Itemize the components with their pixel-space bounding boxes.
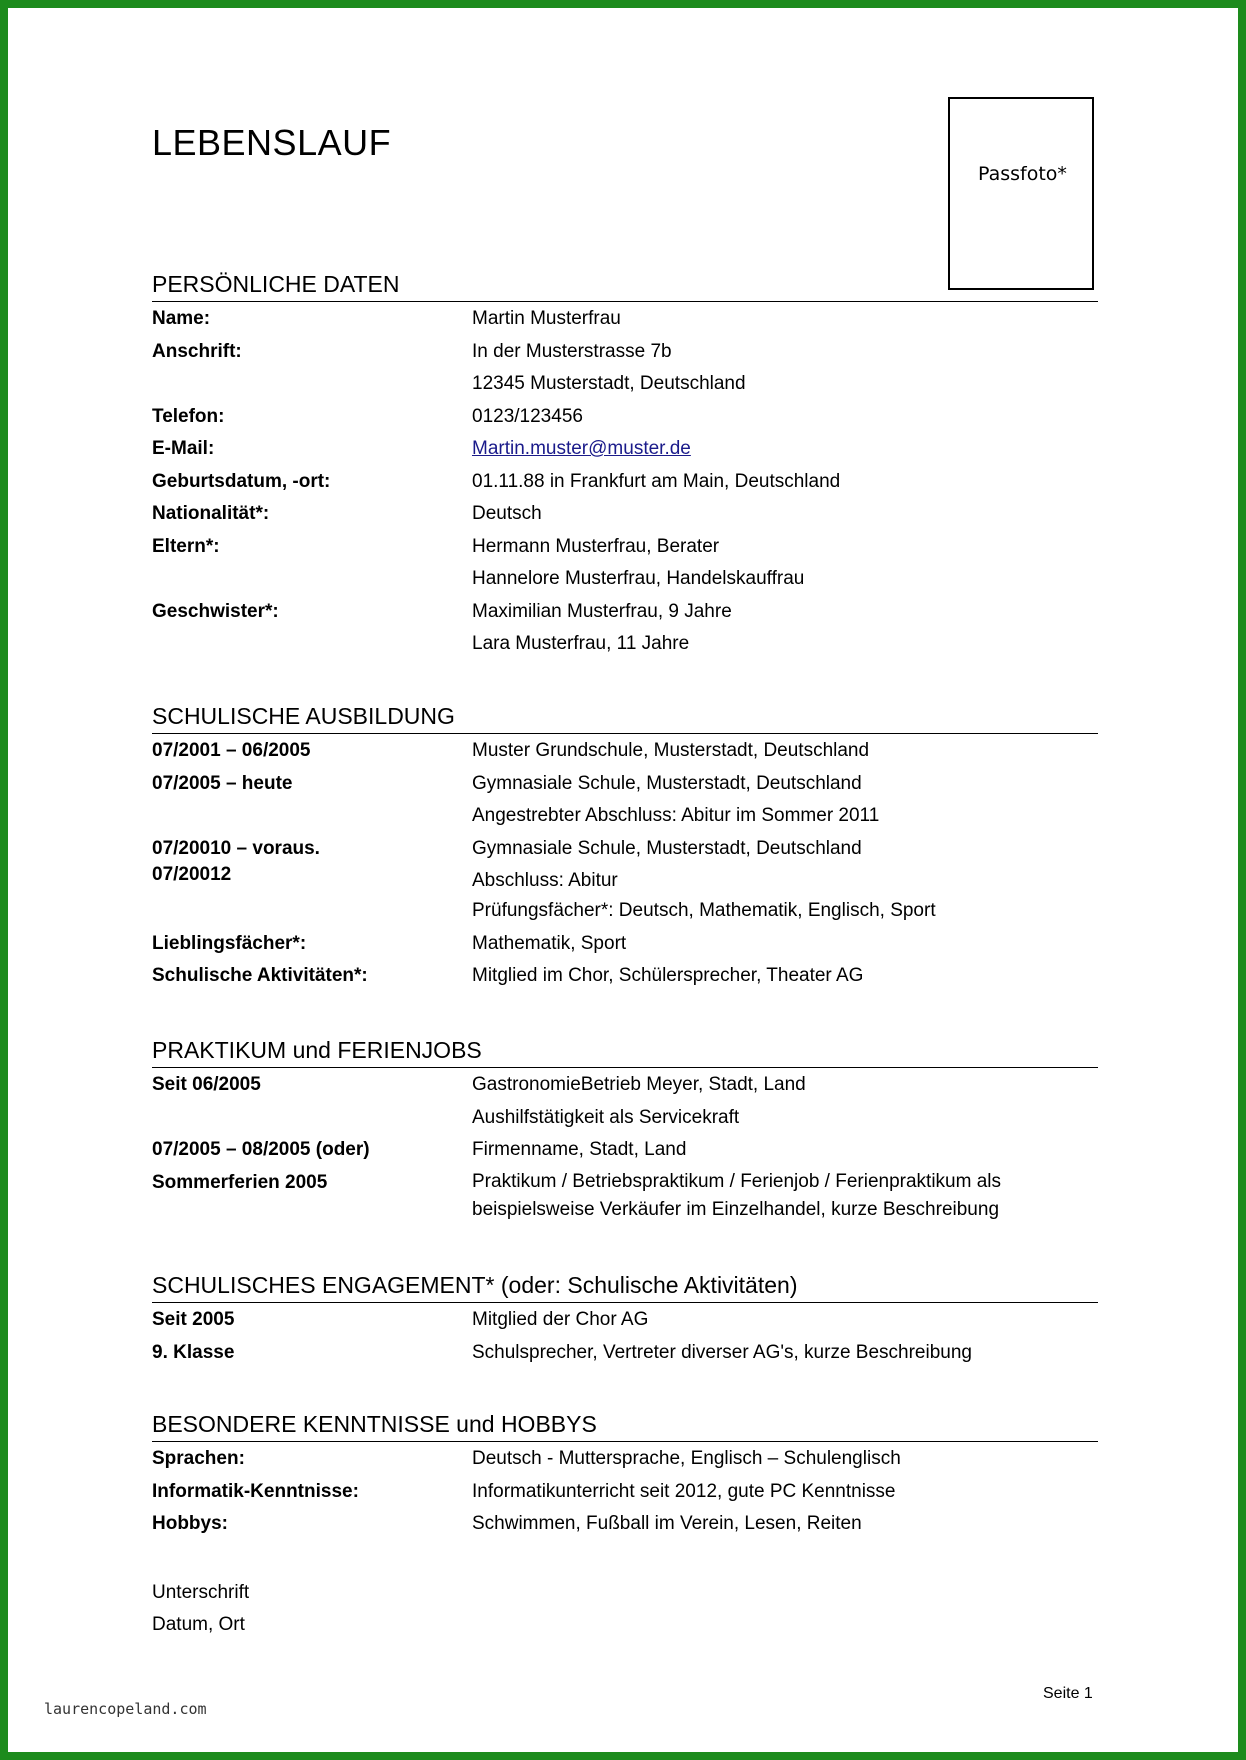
row-skills-1 xyxy=(152,1442,1098,1475)
label: 07/2005 – heute xyxy=(152,772,293,794)
signature-label: Unterschrift xyxy=(152,1582,250,1603)
date-place-label: Datum, Ort xyxy=(152,1614,245,1635)
value: Gymnasiale Schule, Musterstadt, Deutschland xyxy=(472,837,862,859)
label: Informatik-Kenntnisse: xyxy=(152,1480,359,1502)
row-job-2 xyxy=(152,1101,1098,1134)
value: Aushilfstätigkeit als Servicekraft xyxy=(472,1106,740,1128)
row-skills-3 xyxy=(152,1507,1098,1540)
section-skills xyxy=(152,1408,1098,1540)
label: Seit 06/2005 xyxy=(152,1074,261,1095)
value: Hermann Musterfrau, Berater xyxy=(472,535,720,557)
row-phone xyxy=(152,400,1098,433)
value: In der Musterstrasse 7b xyxy=(472,340,672,362)
value: Schwimmen, Fußball im Verein, Lesen, Reiten xyxy=(472,1513,862,1534)
row-school-1 xyxy=(152,734,1098,767)
row-parents-2 xyxy=(152,562,1098,595)
label: 07/2001 – 06/2005 xyxy=(152,740,311,761)
section-heading: SCHULISCHE AUSBILDUNG xyxy=(152,700,1098,734)
value: Lara Musterfrau, 11 Jahre xyxy=(472,633,690,654)
value: Informatikunterricht seit 2012, gute PC Kenntnisse xyxy=(472,1480,896,1502)
row-school-2 xyxy=(152,767,1098,800)
row-address-2 xyxy=(152,367,1098,400)
value: Maximilian Musterfrau, 9 Jahre xyxy=(472,600,732,622)
watermark: laurencopeland.com xyxy=(40,1700,211,1718)
value: Gymnasiale Schule, Musterstadt, Deutschland xyxy=(472,772,862,794)
row-school-8 xyxy=(152,959,1098,992)
row-school-6 xyxy=(152,894,1098,927)
value: Firmenname, Stadt, Land xyxy=(472,1139,687,1160)
value: Martin Musterfrau xyxy=(472,308,621,329)
row-name xyxy=(152,302,1098,335)
value: Deutsch - Muttersprache, Englisch – Schulenglisch xyxy=(472,1448,901,1469)
row-school-3 xyxy=(152,799,1098,832)
label: Telefon: xyxy=(152,405,225,427)
value: 01.11.88 in Frankfurt am Main, Deutschland xyxy=(472,470,841,492)
value: 0123/123456 xyxy=(472,405,583,427)
row-school-4 xyxy=(152,832,1098,862)
row-nationality xyxy=(152,497,1098,530)
section-jobs xyxy=(152,1034,1098,1224)
label: Eltern*: xyxy=(152,535,220,557)
label: 07/20012 xyxy=(152,863,232,885)
row-skills-2 xyxy=(152,1475,1098,1508)
value: Deutsch xyxy=(472,503,542,524)
section-heading: SCHULISCHES ENGAGEMENT* (oder: Schulische Aktivitäten) xyxy=(152,1269,1098,1303)
value: 12345 Musterstadt, Deutschland xyxy=(472,373,746,394)
section-personal xyxy=(152,268,1098,660)
label: Geschwister*: xyxy=(152,600,279,622)
document-title: LEBENSLAUF xyxy=(152,122,392,163)
section-heading: BESONDERE KENNTNISSE und HOBBYS xyxy=(152,1408,1098,1442)
row-engagement-1 xyxy=(152,1303,1098,1336)
row-email xyxy=(152,432,1098,465)
label: Nationalität*: xyxy=(152,503,270,524)
label: Anschrift: xyxy=(152,340,242,362)
value: Mathematik, Sport xyxy=(472,932,627,954)
row-parents xyxy=(152,530,1098,563)
row-engagement-2 xyxy=(152,1336,1098,1369)
value xyxy=(472,1168,1092,1224)
row-address xyxy=(152,335,1098,368)
label: 07/20010 – voraus. xyxy=(152,837,320,859)
section-school xyxy=(152,700,1098,992)
label: 9. Klasse xyxy=(152,1341,235,1363)
label: Sprachen: xyxy=(152,1448,245,1469)
section-engagement xyxy=(152,1269,1098,1368)
label: Schulische Aktivitäten*: xyxy=(152,965,368,986)
photo-label: Passfoto* xyxy=(978,163,1067,185)
row-school-7 xyxy=(152,927,1098,960)
label: Lieblingsfächer*: xyxy=(152,932,307,954)
row-school-5 xyxy=(152,862,1098,895)
value: Mitglied der Chor AG xyxy=(472,1309,649,1330)
row-job-4 xyxy=(152,1166,1098,1224)
value: Mitglied im Chor, Schülersprecher, Theater AG xyxy=(472,965,864,986)
label: 07/2005 – 08/2005 (oder) xyxy=(152,1139,370,1160)
value-line: Praktikum / Betriebspraktikum / Ferienjob / Ferienpraktikum als xyxy=(472,1170,1002,1192)
value: Prüfungsfächer*: Deutsch, Mathematik, Englisch, Sport xyxy=(472,900,936,921)
section-heading: PRAKTIKUM und FERIENJOBS xyxy=(152,1034,1098,1068)
label: Geburtsdatum, -ort: xyxy=(152,470,331,492)
value: Schulsprecher, Vertreter diverser AG's, kurze Beschreibung xyxy=(472,1341,972,1363)
value: GastronomieBetrieb Meyer, Stadt, Land xyxy=(472,1074,806,1095)
label: E-Mail: xyxy=(152,438,215,459)
photo-placeholder xyxy=(948,97,1094,290)
value: Hannelore Musterfrau, Handelskauffrau xyxy=(472,568,805,589)
page-number: Seite 1 xyxy=(1043,1685,1093,1702)
value: Abschluss: Abitur xyxy=(472,869,618,891)
section-heading: PERSÖNLICHE DATEN xyxy=(152,268,1098,302)
label: Name: xyxy=(152,308,211,329)
value-line: beispielsweise Verkäufer im Einzelhandel, kurze Beschreibung xyxy=(472,1198,1000,1220)
label: Seit 2005 xyxy=(152,1309,235,1330)
value: Angestrebter Abschluss: Abitur im Sommer 2011 xyxy=(472,805,880,826)
value: Muster Grundschule, Musterstadt, Deutschland xyxy=(472,740,870,761)
row-job-3 xyxy=(152,1133,1098,1166)
label: Sommerferien 2005 xyxy=(152,1171,328,1193)
label: Hobbys: xyxy=(152,1513,228,1534)
row-siblings-2 xyxy=(152,627,1098,660)
row-job-1 xyxy=(152,1068,1098,1101)
row-birth xyxy=(152,465,1098,498)
email-link[interactable]: Martin.muster@muster.de xyxy=(472,438,691,459)
row-siblings xyxy=(152,595,1098,628)
